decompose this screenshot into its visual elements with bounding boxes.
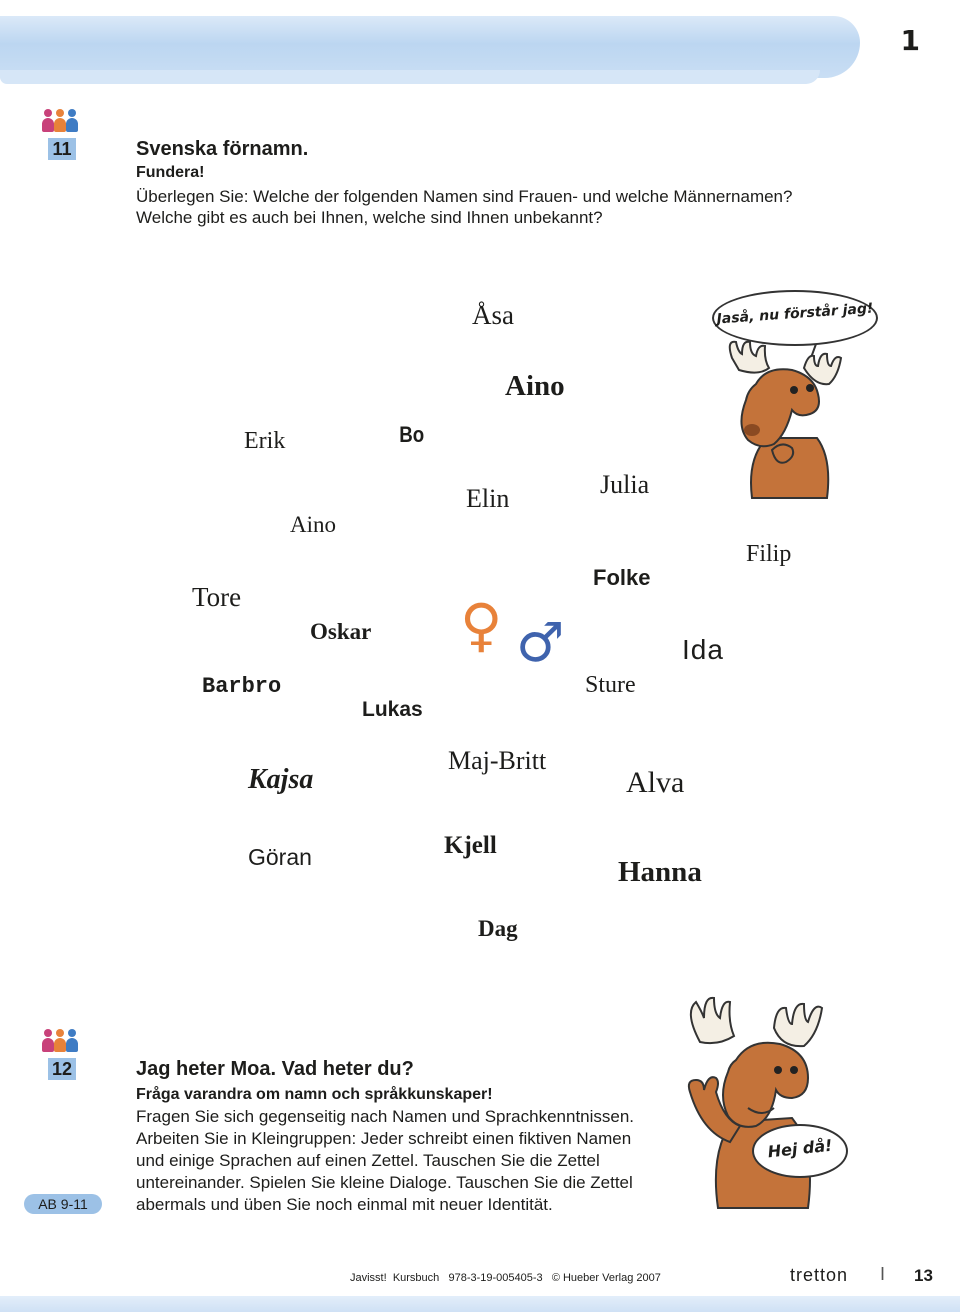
name-kajsa: Kajsa bbox=[248, 764, 314, 795]
speech-bubble-1-text: Jaså, nu förstår jag! bbox=[716, 300, 874, 328]
name-folke: Folke bbox=[593, 565, 651, 590]
name-bo: Bo bbox=[399, 422, 425, 447]
footer-page-word: tretton bbox=[790, 1265, 849, 1285]
footer-separator: I bbox=[880, 1264, 886, 1284]
name-ida: Ida bbox=[682, 634, 724, 665]
footer-isbn: 978-3-19-005405-3 bbox=[448, 1272, 543, 1284]
task-12-line-2: Arbeiten Sie in Kleingruppen: Jeder schreibt einen fiktiven Namen bbox=[136, 1129, 632, 1148]
name-erik: Erik bbox=[244, 428, 286, 454]
name-aino-top: Aino bbox=[505, 370, 565, 402]
name-filip: Filip bbox=[746, 541, 792, 567]
name-julia: Julia bbox=[600, 470, 650, 499]
task-12-line-1: Fragen Sie sich gegenseitig nach Namen und Sprachkenntnissen. bbox=[136, 1107, 635, 1126]
speech-bubble-2 bbox=[752, 1124, 848, 1178]
task-12-number: 12 bbox=[48, 1058, 76, 1080]
header-band bbox=[0, 16, 860, 78]
footer-type: Kursbuch bbox=[392, 1272, 440, 1284]
task-11-instruction: Fundera! bbox=[136, 164, 205, 181]
task-12-line-5: abermals und üben Sie noch einmal mit neuer Identität. bbox=[136, 1195, 553, 1214]
name-elin: Elin bbox=[466, 484, 510, 513]
footer-page-number: 13 bbox=[914, 1266, 933, 1285]
footer-imprint bbox=[350, 1272, 661, 1284]
thinking-moose-icon bbox=[712, 318, 862, 518]
group-work-icon-2 bbox=[42, 1030, 80, 1052]
name-oskar: Oskar bbox=[310, 619, 372, 644]
name-alva: Alva bbox=[626, 766, 685, 799]
name-sture: Sture bbox=[585, 672, 636, 698]
task-12-line-4: untereinander. Spielen Sie kleine Dialoge. Tauschen Sie die Zettel bbox=[136, 1173, 633, 1192]
task-11-text-line-1: Überlegen Sie: Welche der folgenden Namen sind Frauen- und welche Männernamen? bbox=[136, 187, 793, 206]
name-asa: Åsa bbox=[472, 300, 514, 330]
name-hanna: Hanna bbox=[618, 856, 702, 888]
task-12-line-3: und einige Sprachen auf einen Zettel. Tauschen Sie die Zettel bbox=[136, 1151, 600, 1170]
footer-book: Javisst! bbox=[350, 1272, 387, 1284]
task-11-title: Svenska förnamn. bbox=[136, 138, 309, 160]
task-12-title: Jag heter Moa. Vad heter du? bbox=[136, 1058, 414, 1080]
male-symbol-icon: ♂ bbox=[516, 611, 565, 674]
ab-reference-badge: AB 9-11 bbox=[24, 1194, 102, 1214]
task-11-text-line-2: Welche gibt es auch bei Ihnen, welche sind Ihnen unbekannt? bbox=[136, 208, 603, 227]
name-maj-britt: Maj-Britt bbox=[448, 746, 547, 775]
footer-publisher: © Hueber Verlag 2007 bbox=[551, 1272, 661, 1284]
name-tore: Tore bbox=[192, 582, 242, 612]
footer-band bbox=[0, 1296, 960, 1312]
speech-bubble-2-text: Hej då! bbox=[766, 1135, 834, 1162]
name-lukas: Lukas bbox=[362, 698, 423, 721]
chapter-number: 1 bbox=[900, 24, 920, 57]
female-symbol-icon: ♀ bbox=[460, 591, 503, 659]
group-work-icon bbox=[42, 110, 80, 132]
task-12-instruction: Fråga varandra om namn och språkkunskaper! bbox=[136, 1086, 493, 1103]
waving-moose-icon bbox=[670, 972, 870, 1218]
name-aino: Aino bbox=[290, 512, 336, 537]
name-dag: Dag bbox=[478, 916, 518, 941]
name-goran: Göran bbox=[248, 844, 312, 870]
task-11-number: 11 bbox=[48, 138, 76, 160]
name-kjell: Kjell bbox=[444, 832, 497, 859]
name-barbro: Barbro bbox=[202, 674, 282, 699]
